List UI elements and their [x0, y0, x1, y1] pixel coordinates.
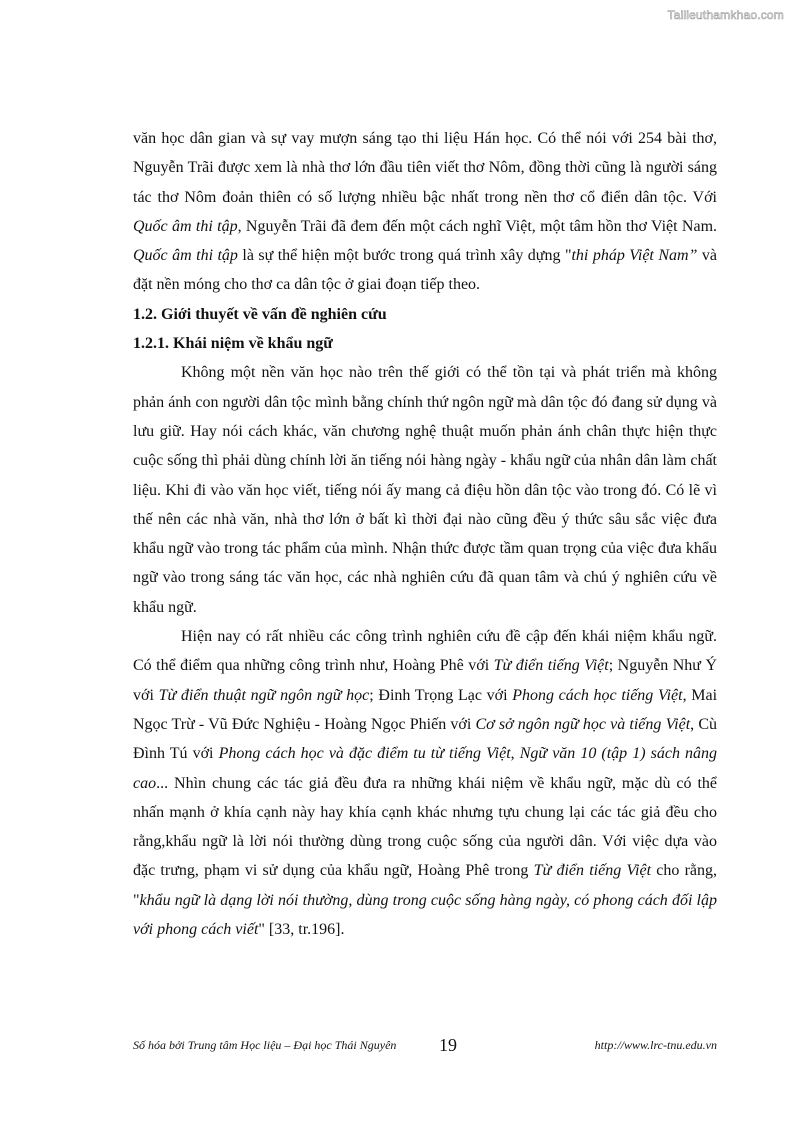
text-run: , Mai Ngọc Trừ - Vũ Đức Nghiệu - Hoàng Ngọc Phiến với [133, 686, 718, 733]
italic-text: Phong cách học và đặc điểm tu từ tiếng Việt [218, 745, 511, 763]
page-footer [133, 1035, 717, 1062]
section-heading: 1.2. Giới thuyết về vấn đề nghiên cứu [133, 305, 387, 323]
text-run: , Nguyễn Trãi đã đem đến một cách nghĩ Việt, một tâm hồn thơ Việt Nam. [237, 217, 718, 235]
paragraph-intro [133, 124, 717, 300]
text-run: Hiện nay có rất nhiều các công trình nghiên cứu đề cập đến khái niệm khẩu ngữ. Có thể điểm qua những công trình như, Hoàng Phê với [133, 628, 717, 675]
italic-text: Từ điển thuật ngữ ngôn ngữ học [158, 686, 370, 704]
text-run: cho rằng, " [133, 862, 718, 909]
italic-text: Quốc âm thi tập [133, 247, 238, 265]
italic-text: Từ điển tiếng Việt [533, 862, 652, 880]
italic-text: thi pháp Việt Nam” [571, 247, 698, 265]
italic-text: Quốc âm thi tập [133, 217, 238, 235]
footer-url: http://www.lrc-tnu.edu.vn [594, 1038, 717, 1052]
italic-text: Phong cách học tiếng Việt [512, 686, 683, 704]
subsection-heading: 1.2.1. Khái niệm về khẩu ngữ [133, 335, 333, 353]
paragraph-research [133, 622, 717, 944]
page-number: 19 [439, 1035, 457, 1055]
text-run: văn học dân gian và sự vay mượn sáng tạo thi liệu Hán học. Có thể nói với 254 bài thơ, Nguyễn Trãi được xem là nhà thơ lớn đầu tiên viết thơ Nôm, đồng thời cũng là người sáng tác thơ Nôm đoản thiên có số lượng nhiều bậc nhất trong nền thơ cổ điển dân tộc. Với [133, 130, 717, 206]
text-run: ... Nhìn chung các tác giả đều đưa ra những khái niệm về khẩu ngữ, mặc dù có thể nhấn mạnh ở khía cạnh này hay khía cạnh khác nhưng tựu chung lại các tác giả đều cho rằng,khẩu ngữ là lời nói thường dùng trong cuộc sống của người dân. Với việc dựa vào đặc trưng, phạm vi sử dụng của khẩu ngữ, Hoàng Phê trong [133, 774, 717, 880]
italic-text: Ngữ văn 10 (tập 1) sách nâng cao [133, 745, 718, 792]
text-run: và đặt nền móng cho thơ ca dân tộc ở giai đoạn tiếp theo. [133, 247, 718, 294]
paragraph-concept [133, 358, 717, 622]
text-run: Không một nền văn học nào trên thế giới có thể tồn tại và phát triển mà không phản ánh con người dân tộc mình bằng chính thứ ngôn ngữ mà dân tộc đó đang sử dụng và lưu giữ. Hay nói cách khác, văn chương nghệ thuật muốn phản ánh chân thực hiện thực cuộc sống thì phải dùng chính lời ăn tiếng nói hàng ngày - khẩu ngữ của nhân dân làm chất liệu. Khi đi vào văn học viết, tiếng nói ấy mang cả điệu hồn dân tộc vào trong đó. Có lẽ vì thế nên các nhà văn, nhà thơ lớn ở bất kì thời đại nào cũng đều ý thức sâu sắc việc đưa khẩu ngữ vào trong tác phẩm của mình. Nhận thức được tầm quan trọng của việc đưa khẩu ngữ vào trong sáng tác văn học, các nhà nghiên cứu đã quan tâm và chú ý nghiên cứu về khẩu ngữ. [133, 364, 717, 616]
page-body [133, 124, 717, 944]
text-run: ; Nguyễn Như Ý với [133, 657, 717, 704]
text-run: ; Đinh Trọng Lạc với [369, 686, 513, 704]
text-run: , Cù Đình Tú với [133, 715, 718, 763]
italic-text: Cơ sở ngôn ngữ học và tiếng Việt [475, 715, 691, 733]
watermark: Tailieuthamkhao.com [667, 8, 784, 22]
italic-text: khẩu ngữ là dạng lời nói thường, dùng trong cuộc sống hàng ngày, có phong cách đối lập với phong cách viết [133, 891, 717, 939]
footer-source: Số hóa bởi Trung tâm Học liệu – Đại học Thái Nguyên [133, 1038, 397, 1052]
text-run: , [510, 745, 520, 763]
text-run: " [33, tr.196]. [258, 921, 345, 939]
text-run: là sự thể hiện một bước trong quá trình xây dựng " [237, 247, 572, 265]
italic-text: Từ điển tiếng Việt [493, 657, 609, 675]
